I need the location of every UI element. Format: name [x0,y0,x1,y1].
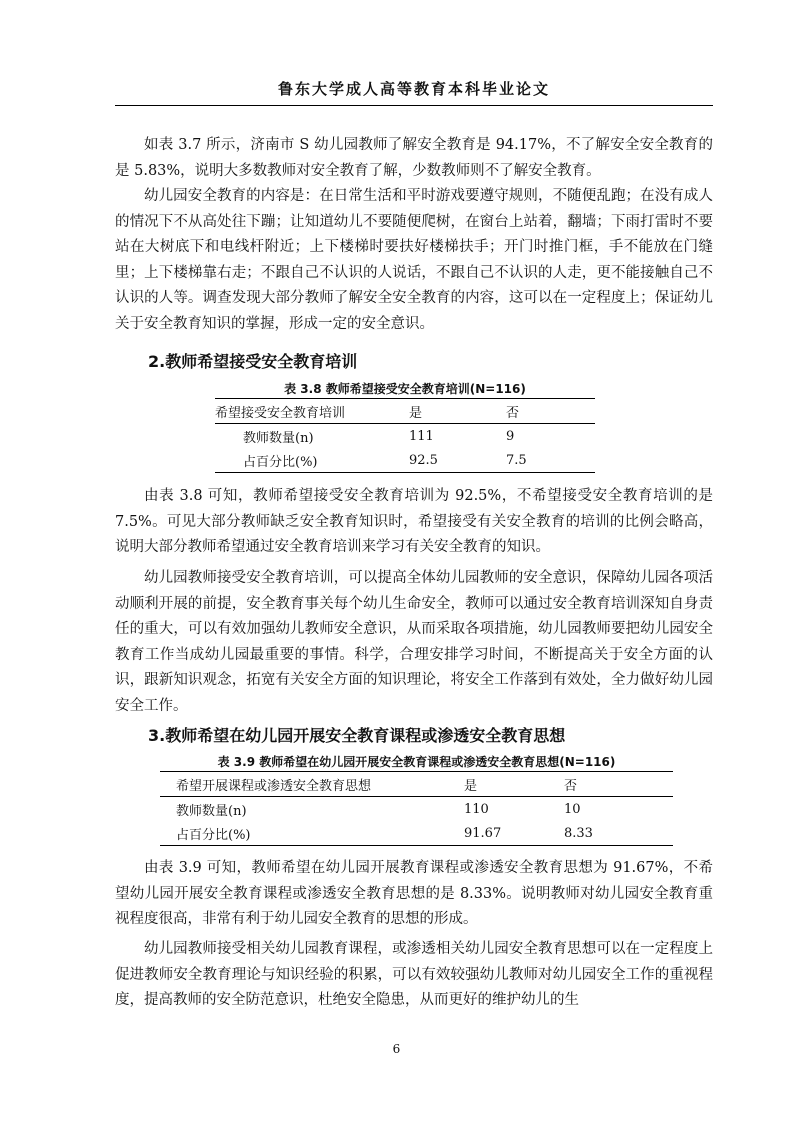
table-cell: 110 [464,801,489,817]
table-3-9 [160,771,673,846]
table-header-cell: 希望接受安全教育培训 [215,399,409,424]
table-cell: 占百分比(%) [160,821,464,846]
paragraph-6: 幼儿园教师接受相关幼儿园教育课程，或渗透相关幼儿园安全教育思想可以在一定程度上促进教师安全教育理论与知识经验的积累，可以有效较强幼儿教师对幼儿园安全工作的重视程度，提高教师的安全防范意识，杜绝安全隐患，从而更好的维护幼儿的生 [115,941,713,1009]
table-3-8-caption: 表 3.8 教师希望接受安全教育培训(N=116) [284,382,526,396]
table-header-row [215,399,595,424]
section-2-heading: 2.教师希望接受安全教育培训 [148,352,358,371]
table-row [160,821,673,846]
table-3-9-caption: 表 3.9 教师希望在幼儿园开展安全教育课程或渗透安全教育思想(N=116) [217,755,616,769]
table-header-cell: 否 [506,399,595,424]
table-header-cell: 是 [409,399,506,424]
page-header-title: 鲁东大学成人高等教育本科毕业论文 [277,80,550,98]
paragraph-3: 由表 3.8 可知，教师希望接受安全教育培训为 92.5%，不希望接受安全教育培训的是 7.5%。可见大部分教师缺乏安全教育知识时，希望接受有关安全教育的培训的比例会略高，说明大部分教师希望通过安全教育培训来学习有关安全教育的知识。 [115,488,713,556]
table-cell: 91.67 [464,821,564,846]
paragraph-1: 如表 3.7 所示，济南市 S 幼儿园教师了解安全教育是 94.17%，不了解安全安全教育的是 5.83%，说明大多数教师对安全教育了解，少数教师则不了解安全教育。 [115,137,713,179]
table-cell: 111 [409,428,434,444]
table-row [160,797,673,822]
table-header-cell: 否 [564,772,673,797]
section-3-heading: 3.教师希望在幼儿园开展安全教育课程或渗透安全教育思想 [148,726,566,745]
paragraph-5: 由表 3.9 可知，教师希望在幼儿园开展教育课程或渗透安全教育思想为 91.67%，不希望幼儿园开展安全教育课程或渗透安全教育思想的是 8.33%。说明教师对幼儿园安全教育重视程度很高，非常有利于幼儿园安全教育的思想的形成。 [115,860,713,928]
table-cell: 教师数量(n) [243,430,314,446]
paragraph-2: 幼儿园安全教育的内容是：在日常生活和平时游戏要遵守规则，不随便乱跑；在没有成人的情况下不从高处往下蹦；让知道幼儿不要随便爬树，在窗台上站着，翻墙；下雨打雷时不要站在大树底下和电线杆附近；上下楼梯时要扶好楼梯扶手；开门时推门框，手不能放在门缝里；上下楼梯靠右走；不跟自己不认识的人说话，不跟自己不认识的人走，更不能接触自己不认识的人等。调查发现大部分教师了解安全安全教育的内容，这可以在一定程度上；保证幼儿关于安全教育知识的掌握，形成一定的安全意识。 [115,188,713,332]
table-cell: 8.33 [564,821,673,846]
table-header-cell: 是 [464,772,564,797]
table-header-row [160,772,673,797]
paragraph-4: 幼儿园教师接受安全教育培训，可以提高全体幼儿园教师的安全意识，保障幼儿园各项活动顺利开展的前提，安全教育事关每个幼儿生命安全，教师可以通过安全教育培训深知自身责任的重大，可以有效加强幼儿教师安全意识，从而采取各项措施，幼儿园教师要把幼儿园安全教育工作当成幼儿园最重要的事情。科学，合理安排学习时间，不断提高关于安全方面的认识，跟新知识观念，拓宽有关安全方面的知识理论，将安全工作落到有效处，全力做好幼儿园安全工作。 [115,570,713,714]
table-header-cell: 希望开展课程或渗透安全教育思想 [160,772,464,797]
table-3-8 [215,398,595,473]
page-number: 6 [392,1042,401,1056]
table-cell: 92.5 [409,448,506,473]
table-cell: 占百分比(%) [215,448,409,473]
table-cell: 9 [506,428,515,444]
header-rule [115,105,713,106]
table-row [215,424,595,449]
table-cell: 教师数量(n) [176,803,247,819]
table-cell: 10 [564,801,581,817]
table-row [215,448,595,473]
table-cell: 7.5 [506,448,595,473]
